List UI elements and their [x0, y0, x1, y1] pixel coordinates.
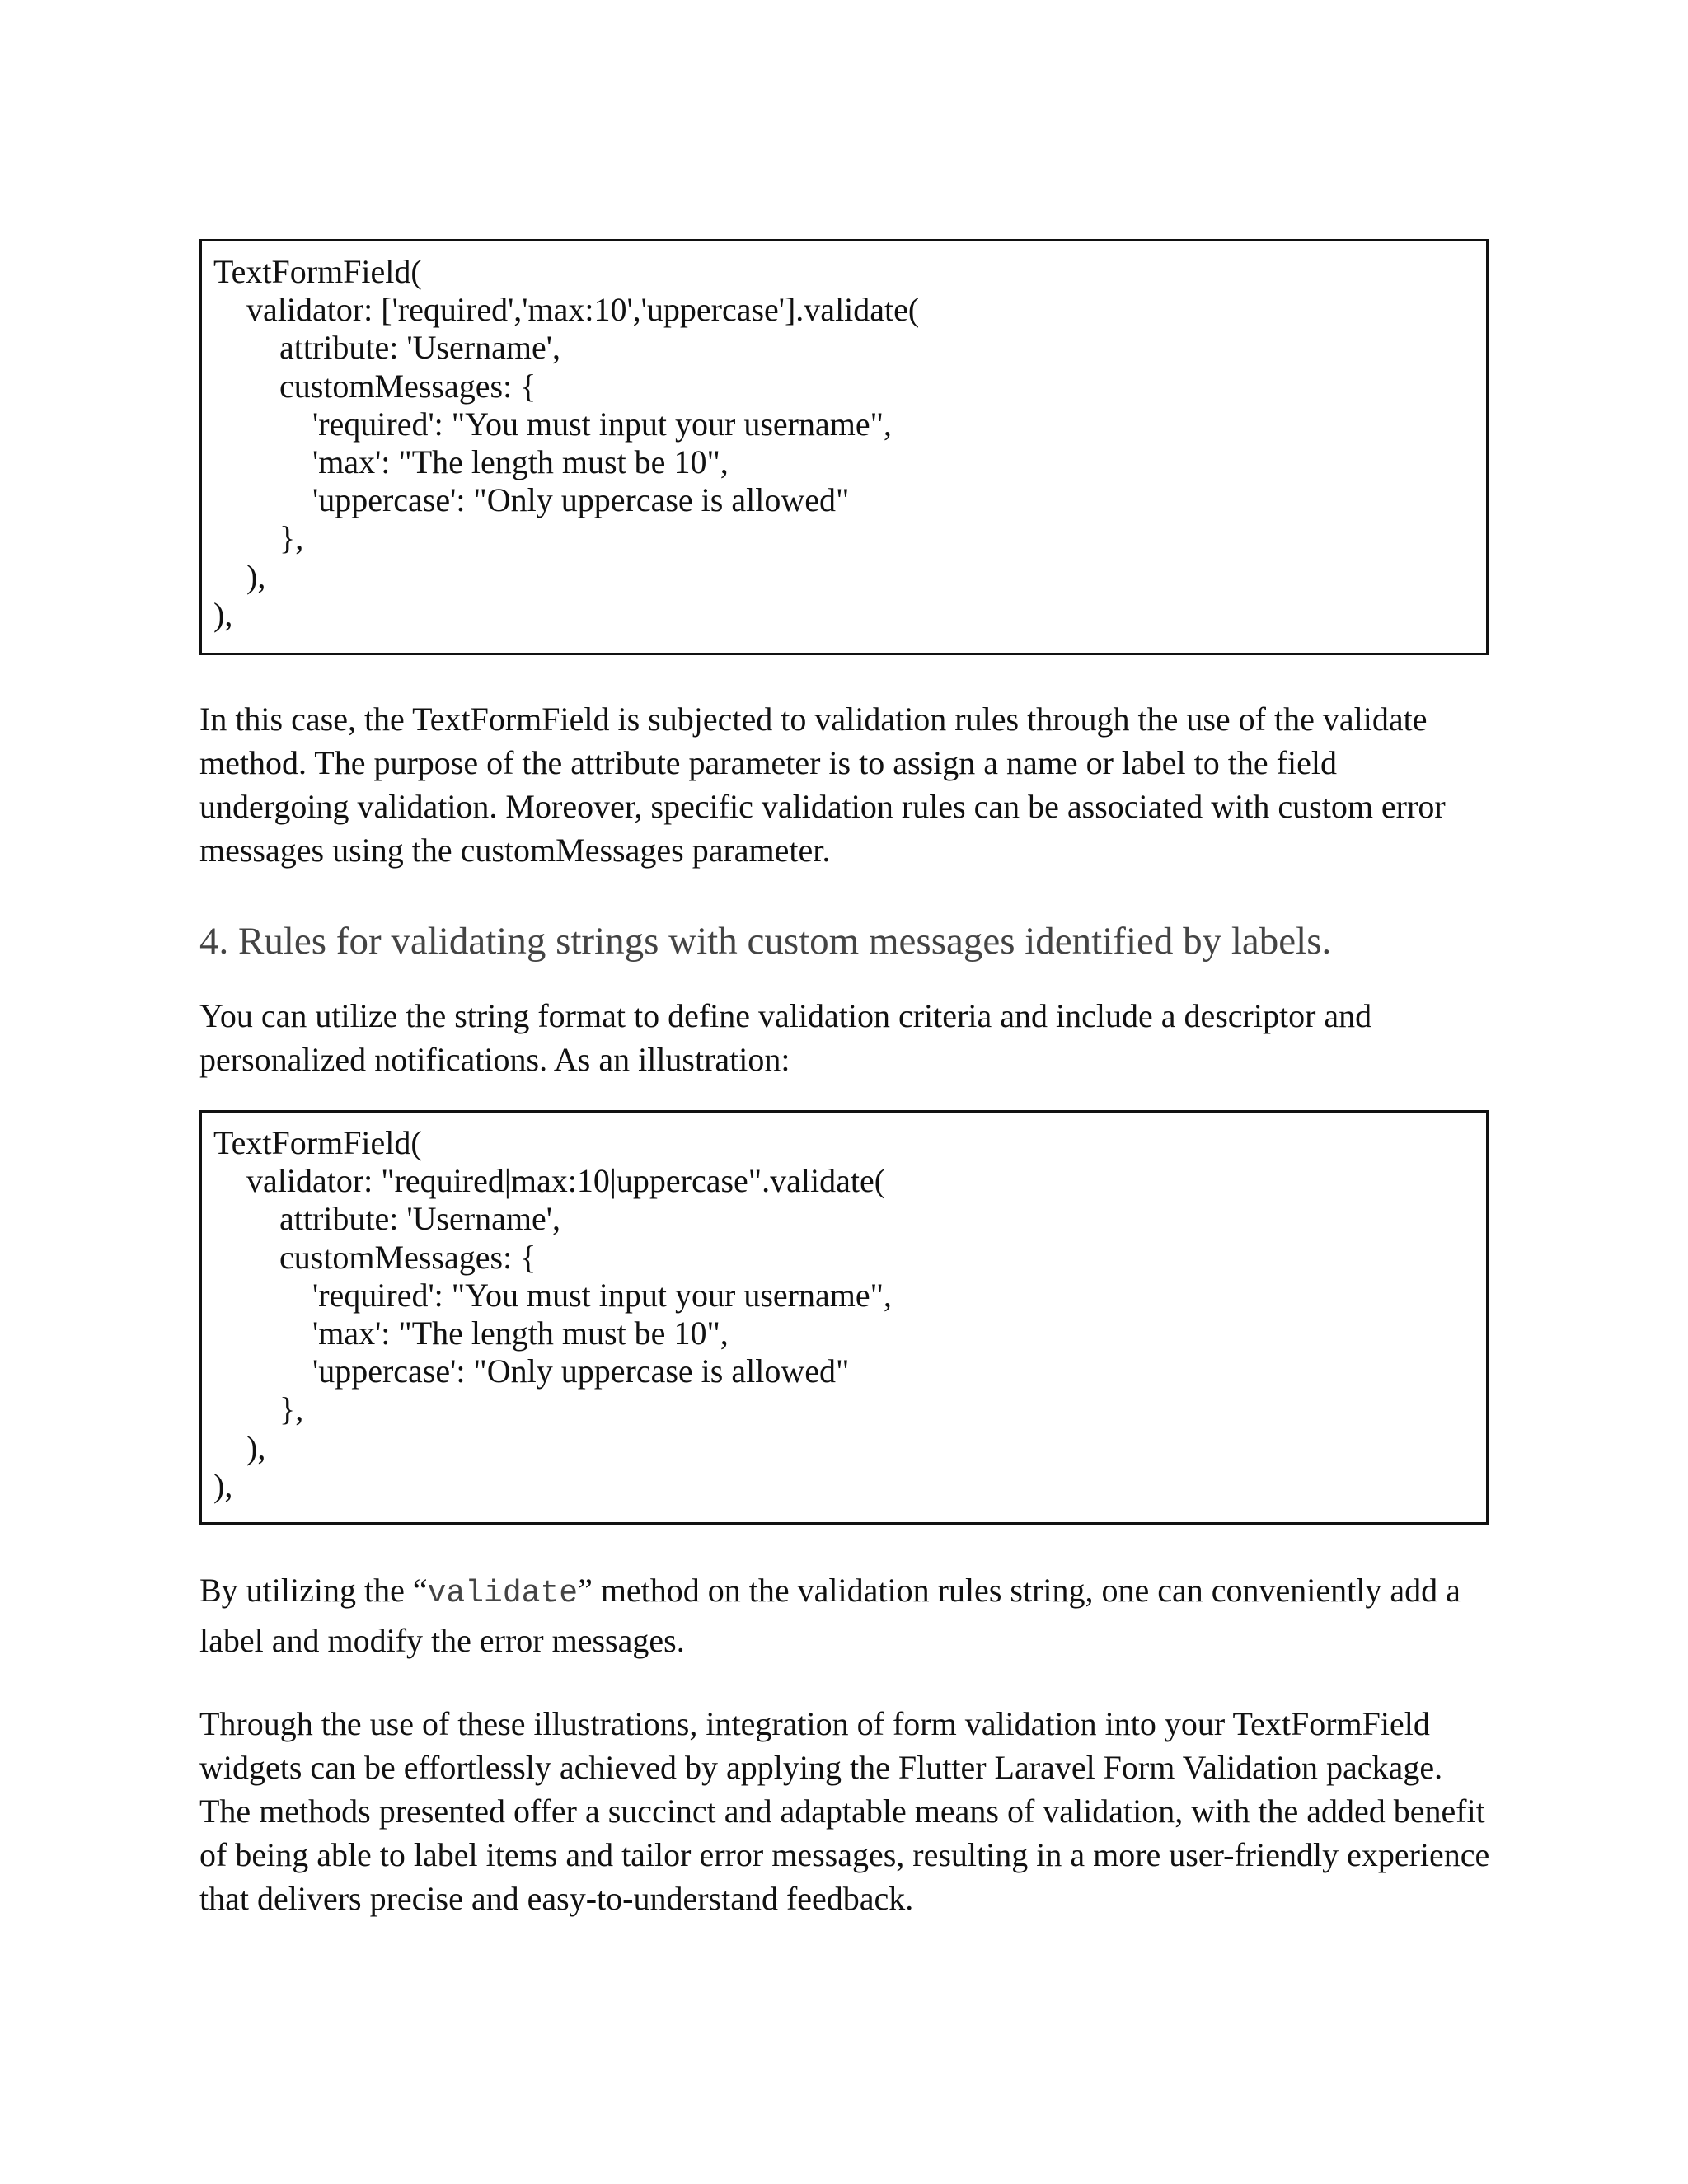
- paragraph-text: By utilizing the “: [199, 1572, 428, 1609]
- code-line: customMessages: {: [279, 1238, 537, 1276]
- code-line: TextFormField(: [213, 1124, 422, 1161]
- code-line: 'max': "The length must be 10",: [312, 1314, 729, 1352]
- paragraph-string-format-intro: You can utilize the string format to define validation criteria and include a descriptor and personalized notifications. As an illustration:: [199, 997, 1372, 1078]
- code-line: ),: [246, 557, 266, 595]
- code-line: attribute: 'Username',: [279, 1200, 560, 1238]
- paragraph-validate-explanation: In this case, the TextFormField is subjected to validation rules through the use of the validate method. The purpose of the attribute parameter is to assign a name or label to the field undergoing validation. Moreover, specific validation rules can be associated with custom error messages using the customMessages parameter.: [199, 701, 1446, 869]
- code-block-2: [199, 1110, 1489, 1525]
- code-line: ),: [213, 1466, 233, 1504]
- inline-code: validate: [427, 1576, 579, 1611]
- code-line: 'required': "You must input your username",: [312, 405, 892, 443]
- code-line: customMessages: {: [279, 367, 537, 405]
- code-line: TextFormField(: [213, 253, 422, 290]
- code-line: validator: ['required','max:10','uppercase'].validate(: [246, 291, 920, 329]
- code-line: ),: [213, 595, 233, 633]
- code-line: },: [279, 1390, 304, 1428]
- section-heading: 4. Rules for validating strings with custom messages identified by labels.: [199, 920, 1332, 963]
- paragraph-conclusion: Through the use of these illustrations, integration of form validation into your TextFormField widgets can be effortlessly achieved by applying the Flutter Laravel Form Validation package. The methods presented offer a succinct and adaptable means of validation, with the added benefit of being able to label items and tailor error messages, resulting in a more user-friendly experience that delivers precise and easy-to-understand feedback.: [199, 1705, 1490, 1917]
- code-line: 'required': "You must input your username",: [312, 1276, 892, 1314]
- code-block-1: [199, 239, 1489, 655]
- paragraph-text: ” method on the validation rules string, one can conveniently add a label and modify the error messages.: [199, 1572, 1461, 1659]
- code-line: 'uppercase': "Only uppercase is allowed": [312, 1352, 850, 1390]
- paragraph-validate-method: [199, 1567, 1493, 1664]
- code-line: ),: [246, 1428, 266, 1466]
- code-line: 'max': "The length must be 10",: [312, 443, 729, 480]
- code-line: attribute: 'Username',: [279, 329, 560, 367]
- code-line: 'uppercase': "Only uppercase is allowed": [312, 481, 850, 519]
- code-line: },: [279, 519, 304, 557]
- code-line: validator: "required|max:10|uppercase".validate(: [246, 1162, 886, 1200]
